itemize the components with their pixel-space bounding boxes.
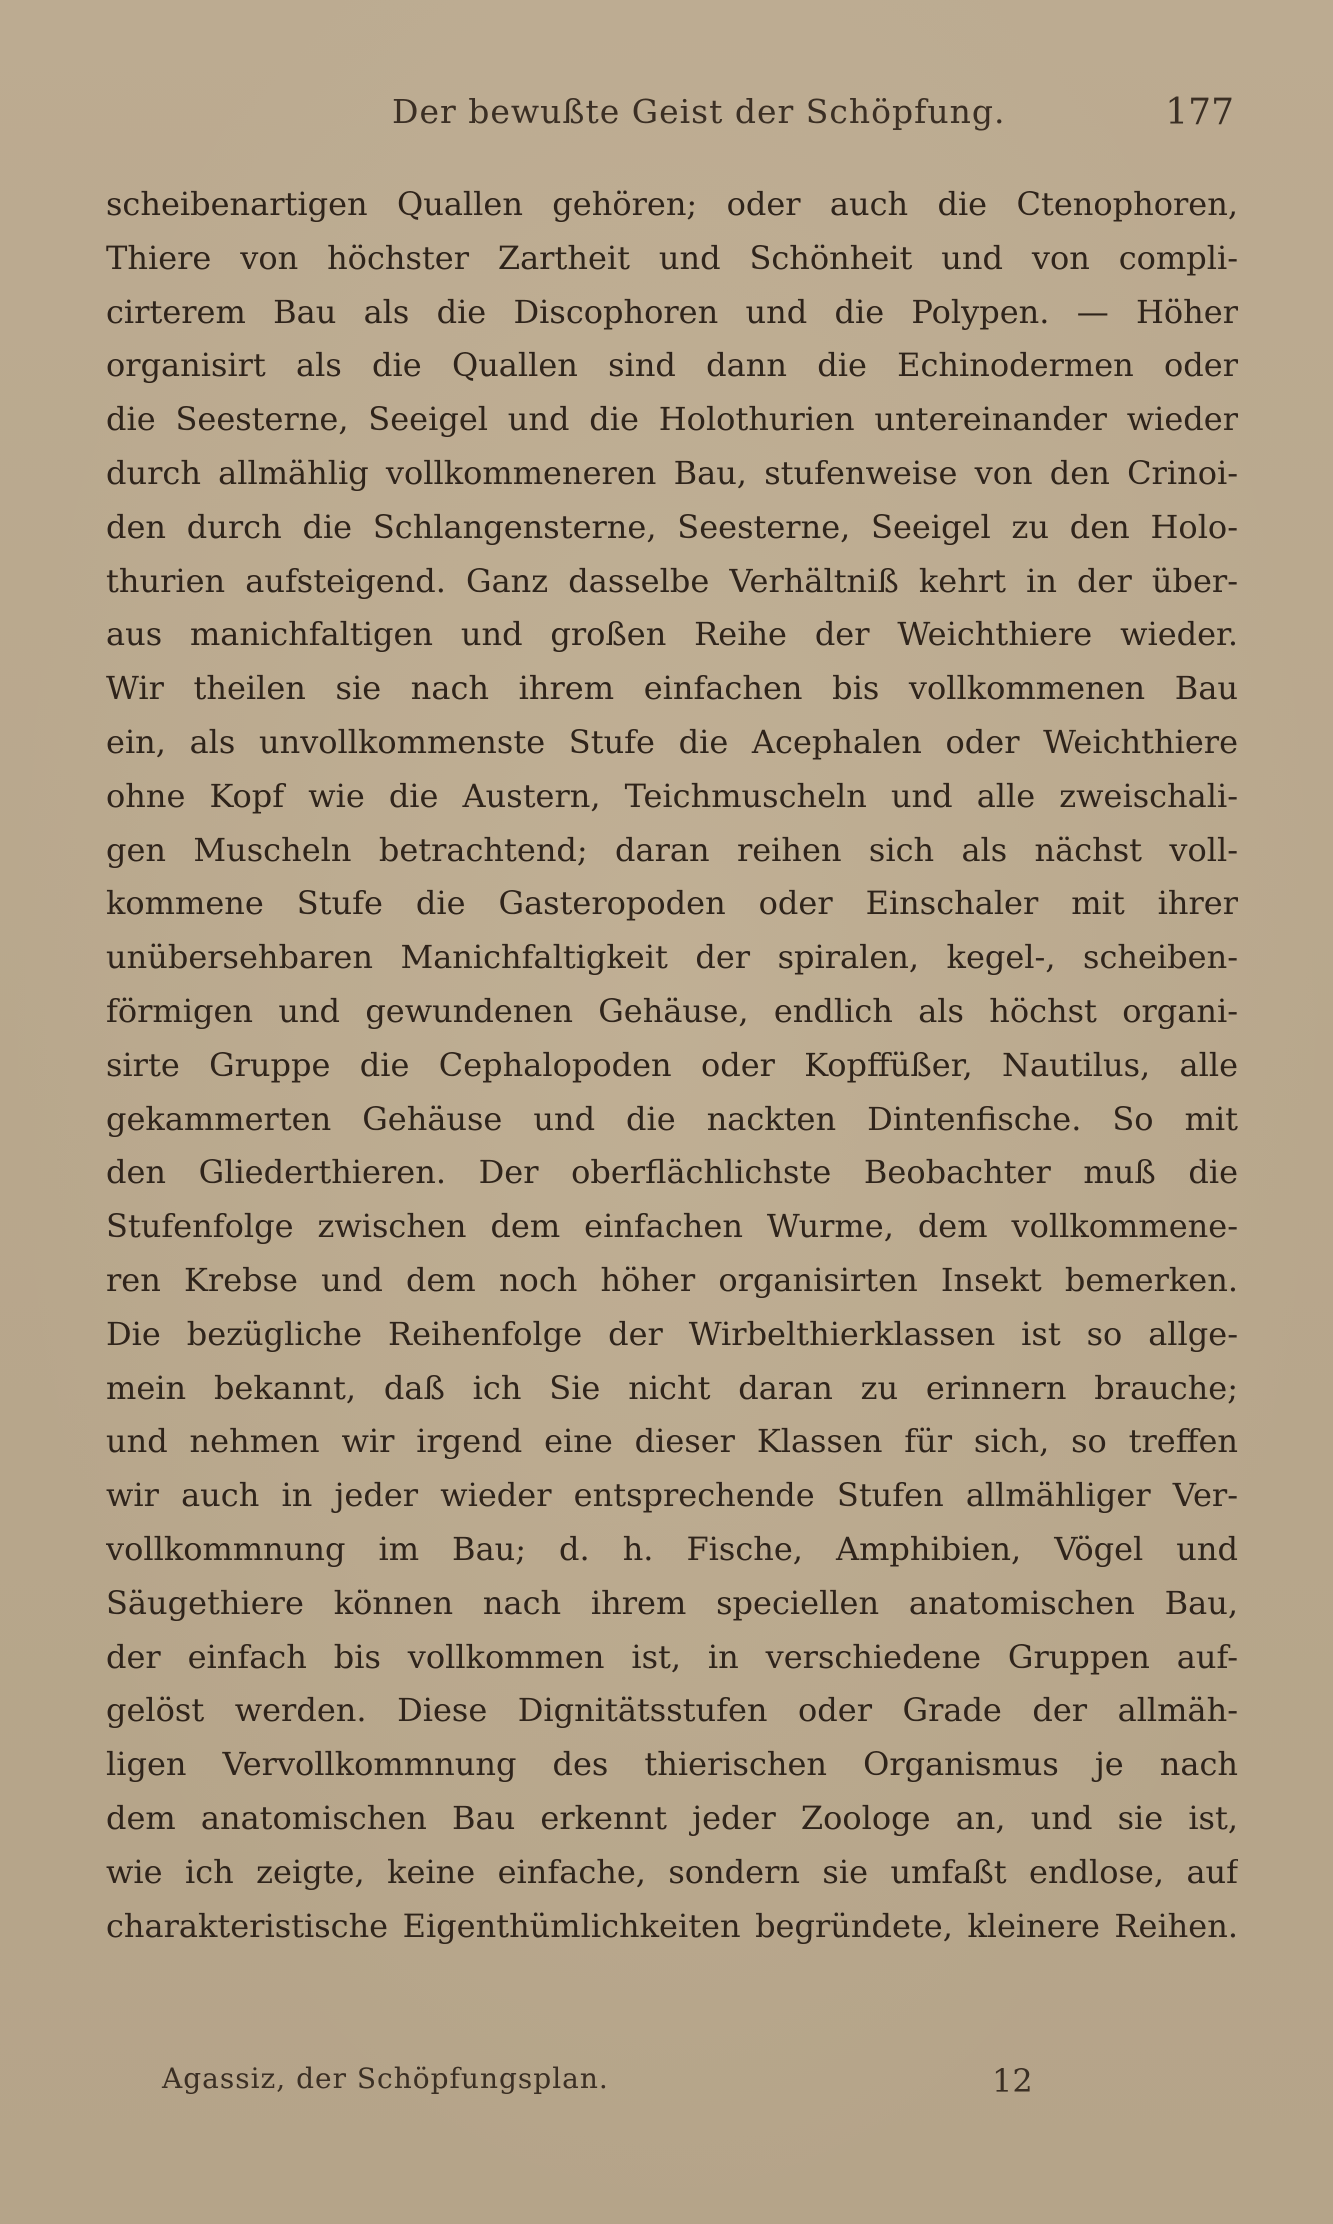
text-line: ligen Vervollkommnung des thierischen Organismus je nach <box>106 1745 1238 1784</box>
text-line: gekammerten Gehäuse und die nackten Dintenfische. So mit <box>106 1099 1238 1138</box>
text-line: organisirt als die Quallen sind dann die Echinodermen oder <box>106 346 1238 385</box>
text-line: dem anatomischen Bau erkennt jeder Zoologe an, und sie ist, <box>106 1798 1238 1837</box>
text-line: Säugethiere können nach ihrem speciellen anatomischen Bau, <box>106 1583 1238 1622</box>
page-number: 177 <box>1165 92 1234 133</box>
text-line: förmigen und gewundenen Gehäuse, endlich als höchst organi- <box>106 991 1238 1030</box>
text-line: und nehmen wir irgend eine dieser Klassen für sich, so treffen <box>106 1422 1238 1461</box>
text-line: ren Krebse und dem noch höher organisirten Insekt bemerken. <box>106 1260 1238 1299</box>
text-line: gen Muscheln betrachtend; daran reihen sich als nächst voll- <box>106 830 1238 869</box>
running-head <box>0 92 1333 142</box>
text-line: charakteristische Eigenthümlichkeiten begründete, kleinere Reihen. <box>106 1906 1238 1945</box>
text-line: unübersehbaren Manichfaltigkeit der spiralen, kegel-, scheiben- <box>106 938 1238 977</box>
text-line: den durch die Schlangensterne, Seesterne, Seeigel zu den Holo- <box>106 507 1238 546</box>
text-line: Wir theilen sie nach ihrem einfachen bis vollkommenen Bau <box>106 669 1238 708</box>
text-line: wir auch in jeder wieder entsprechende Stufen allmähliger Ver- <box>106 1476 1238 1515</box>
body-text <box>106 178 1238 1953</box>
text-line: den Gliederthieren. Der oberflächlichste Beobachter muß die <box>106 1153 1238 1192</box>
text-line: ein, als unvollkommenste Stufe die Acephalen oder Weichthiere <box>106 722 1238 761</box>
page-footer <box>0 2062 1333 2106</box>
text-line: gelöst werden. Diese Dignitätsstufen oder Grade der allmäh- <box>106 1691 1238 1730</box>
text-line: Thiere von höchster Zartheit und Schönheit und von compli- <box>106 238 1238 277</box>
text-line: cirterem Bau als die Discophoren und die Polypen. — Höher <box>106 292 1238 331</box>
text-line: der einfach bis vollkommen ist, in verschiedene Gruppen auf- <box>106 1637 1238 1676</box>
text-line: Stufenfolge zwischen dem einfachen Wurme, dem vollkommene- <box>106 1207 1238 1246</box>
text-line: aus manichfaltigen und großen Reihe der Weichthiere wieder. <box>106 615 1238 654</box>
text-line: mein bekannt, daß ich Sie nicht daran zu erinnern brauche; <box>106 1368 1238 1407</box>
text-line: sirte Gruppe die Cephalopoden oder Kopffüßer, Nautilus, alle <box>106 1045 1238 1084</box>
text-line: vollkommnung im Bau; d. h. Fische, Amphibien, Vögel und <box>106 1529 1238 1568</box>
text-line: thurien aufsteigend. Ganz dasselbe Verhältniß kehrt in der über- <box>106 561 1238 600</box>
signature-mark: Agassiz, der Schöpfungsplan. <box>162 2062 609 2095</box>
text-line: die Seesterne, Seeigel und die Holothurien untereinander wieder <box>106 400 1238 439</box>
text-line: wie ich zeigte, keine einfache, sondern sie umfaßt endlose, auf <box>106 1852 1238 1891</box>
text-line: ohne Kopf wie die Austern, Teichmuscheln und alle zweischali- <box>106 776 1238 815</box>
text-line: kommene Stufe die Gasteropoden oder Einschaler mit ihrer <box>106 884 1238 923</box>
text-line: Die bezügliche Reihenfolge der Wirbelthierklassen ist so allge- <box>106 1314 1238 1353</box>
text-line: scheibenartigen Quallen gehören; oder auch die Ctenophoren, <box>106 185 1238 223</box>
sheet-number: 12 <box>992 2062 1033 2100</box>
text-line: durch allmählig vollkommeneren Bau, stufenweise von den Crinoi- <box>106 453 1238 492</box>
running-title: Der bewußte Geist der Schöpfung. <box>392 92 1006 131</box>
